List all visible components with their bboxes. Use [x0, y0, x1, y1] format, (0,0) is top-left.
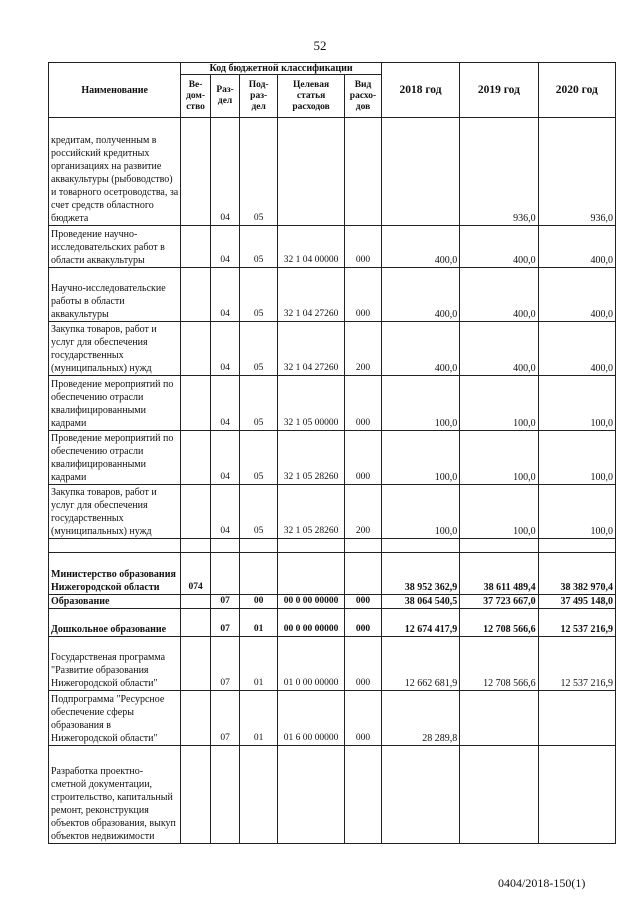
row-name: Проведение научно-исследовательских работ в области аквакультуры [49, 226, 181, 268]
row-vedomstvo: 074 [181, 553, 211, 595]
row-name: кредитам, полученным в российский кредитных организациях на развитие аквакультуры (рыбоводство) и товарного осетроводства, за счет средств областного бюджета [49, 118, 181, 226]
row-vedomstvo [181, 539, 211, 553]
row-target-article [278, 539, 345, 553]
row-target-article: 32 1 04 27260 [278, 322, 345, 376]
row-amount-2020: 400,0 [538, 322, 615, 376]
row-expense-type: 200 [345, 485, 382, 539]
row-razdel: 04 [210, 268, 240, 322]
row-amount-2018: 38 952 362,9 [381, 553, 459, 595]
row-expense-type: 000 [345, 226, 382, 268]
row-target-article: 32 1 05 00000 [278, 376, 345, 431]
row-amount-2019: 100,0 [460, 431, 538, 485]
row-amount-2020: 12 537 216,9 [538, 609, 615, 637]
row-target-article: 00 0 00 00000 [278, 609, 345, 637]
row-amount-2019 [460, 539, 538, 553]
header-razdel: Раз- дел [210, 75, 240, 118]
row-vedomstvo [181, 118, 211, 226]
row-amount-2018: 100,0 [381, 431, 459, 485]
table-row [49, 268, 616, 322]
row-name: Образование [49, 595, 181, 609]
table-row [49, 376, 616, 431]
row-podrazdel [240, 746, 278, 844]
row-podrazdel: 00 [240, 595, 278, 609]
table-row [49, 637, 616, 691]
row-vedomstvo [181, 746, 211, 844]
row-razdel [210, 553, 240, 595]
row-amount-2018: 100,0 [381, 376, 459, 431]
row-amount-2018 [381, 746, 459, 844]
row-vedomstvo [181, 485, 211, 539]
row-expense-type: 200 [345, 322, 382, 376]
table-row [49, 118, 616, 226]
table-row [49, 609, 616, 637]
row-razdel: 04 [210, 485, 240, 539]
row-amount-2020: 100,0 [538, 485, 615, 539]
header-2019: 2019 год [460, 63, 538, 118]
row-expense-type: 000 [345, 268, 382, 322]
row-expense-type [345, 746, 382, 844]
row-amount-2019: 38 611 489,4 [460, 553, 538, 595]
row-name: Подпрограмма "Ресурсное обеспечение сферы образования в Нижегородской области" [49, 691, 181, 746]
row-expense-type: 000 [345, 376, 382, 431]
row-vedomstvo [181, 226, 211, 268]
row-podrazdel: 05 [240, 118, 278, 226]
row-name: Проведение мероприятий по обеспечению отрасли квалифицированными кадрами [49, 376, 181, 431]
row-amount-2019: 37 723 667,0 [460, 595, 538, 609]
row-target-article [278, 553, 345, 595]
row-name: Закупка товаров, работ и услуг для обеспечения государственных (муниципальных) нужд [49, 322, 181, 376]
row-razdel: 04 [210, 322, 240, 376]
row-razdel: 04 [210, 376, 240, 431]
row-amount-2018: 28 289,8 [381, 691, 459, 746]
budget-table [48, 62, 616, 844]
row-target-article: 00 0 00 00000 [278, 595, 345, 609]
row-amount-2019: 100,0 [460, 376, 538, 431]
row-amount-2018: 12 674 417,9 [381, 609, 459, 637]
row-name: Дошкольное образование [49, 609, 181, 637]
table-row [49, 226, 616, 268]
row-amount-2018: 100,0 [381, 485, 459, 539]
table-row [49, 746, 616, 844]
row-vedomstvo [181, 691, 211, 746]
row-vedomstvo [181, 376, 211, 431]
row-vedomstvo [181, 637, 211, 691]
row-podrazdel [240, 553, 278, 595]
row-razdel: 07 [210, 637, 240, 691]
row-target-article: 01 0 00 00000 [278, 637, 345, 691]
row-amount-2020: 100,0 [538, 431, 615, 485]
header-name: Наименование [49, 63, 181, 118]
row-amount-2020 [538, 746, 615, 844]
header-vedomstvo: Ве- дом- ство [181, 75, 211, 118]
row-target-article: 32 1 05 28260 [278, 485, 345, 539]
header-2020: 2020 год [538, 63, 615, 118]
row-amount-2019: 400,0 [460, 226, 538, 268]
row-amount-2019: 12 708 566,6 [460, 637, 538, 691]
row-amount-2020: 37 495 148,0 [538, 595, 615, 609]
row-amount-2020 [538, 539, 615, 553]
row-expense-type [345, 539, 382, 553]
header-2018: 2018 год [381, 63, 459, 118]
row-target-article: 32 1 04 27260 [278, 268, 345, 322]
row-amount-2018: 400,0 [381, 268, 459, 322]
row-vedomstvo [181, 431, 211, 485]
row-target-article: 32 1 05 28260 [278, 431, 345, 485]
row-podrazdel: 01 [240, 691, 278, 746]
row-name: Разработка проектно-сметной документации, строительство, капитальный ремонт, реконструкция объектов образования, выкуп объектов недвижимости [49, 746, 181, 844]
row-amount-2018: 400,0 [381, 226, 459, 268]
row-amount-2020: 400,0 [538, 226, 615, 268]
row-podrazdel: 05 [240, 322, 278, 376]
row-amount-2018: 400,0 [381, 322, 459, 376]
row-razdel: 07 [210, 595, 240, 609]
row-podrazdel: 01 [240, 637, 278, 691]
row-target-article: 32 1 04 00000 [278, 226, 345, 268]
header-podrazdel: Под- раз- дел [240, 75, 278, 118]
table-row [49, 691, 616, 746]
row-amount-2020: 936,0 [538, 118, 615, 226]
row-amount-2020: 38 382 970,4 [538, 553, 615, 595]
row-expense-type: 000 [345, 637, 382, 691]
row-amount-2019: 100,0 [460, 485, 538, 539]
row-razdel: 04 [210, 226, 240, 268]
row-name: Научно-исследовательские работы в области аквакультуры [49, 268, 181, 322]
row-vedomstvo [181, 595, 211, 609]
row-amount-2018: 38 064 540,5 [381, 595, 459, 609]
row-amount-2019: 400,0 [460, 322, 538, 376]
row-vedomstvo [181, 268, 211, 322]
row-amount-2019 [460, 691, 538, 746]
row-expense-type [345, 118, 382, 226]
row-name: Закупка товаров, работ и услуг для обеспечения государственных (муниципальных) нужд [49, 485, 181, 539]
row-razdel: 07 [210, 691, 240, 746]
row-amount-2020: 400,0 [538, 268, 615, 322]
row-name [49, 539, 181, 553]
row-razdel [210, 746, 240, 844]
page-number: 52 [313, 38, 327, 53]
row-amount-2020: 12 537 216,9 [538, 637, 615, 691]
row-amount-2019 [460, 746, 538, 844]
row-amount-2019: 400,0 [460, 268, 538, 322]
table-row [49, 322, 616, 376]
table-row [49, 485, 616, 539]
row-expense-type: 000 [345, 595, 382, 609]
row-podrazdel: 05 [240, 485, 278, 539]
row-podrazdel [240, 539, 278, 553]
row-name: Проведение мероприятий по обеспечению отрасли квалифицированными кадрами [49, 431, 181, 485]
row-razdel [210, 539, 240, 553]
row-amount-2018: 12 662 681,9 [381, 637, 459, 691]
row-razdel: 04 [210, 118, 240, 226]
row-podrazdel: 05 [240, 226, 278, 268]
footer-code: 0404/2018-150(1) [498, 876, 586, 890]
row-name: Государственая программа "Развитие образования Нижегородской области" [49, 637, 181, 691]
row-amount-2020 [538, 691, 615, 746]
row-expense-type [345, 553, 382, 595]
row-podrazdel: 01 [240, 609, 278, 637]
row-amount-2020: 100,0 [538, 376, 615, 431]
table-row [49, 431, 616, 485]
row-target-article [278, 118, 345, 226]
row-amount-2019: 936,0 [460, 118, 538, 226]
row-target-article [278, 746, 345, 844]
row-expense-type: 000 [345, 691, 382, 746]
row-amount-2019: 12 708 566,6 [460, 609, 538, 637]
row-expense-type: 000 [345, 609, 382, 637]
row-podrazdel: 05 [240, 268, 278, 322]
header-vid: Вид расхо- дов [345, 75, 382, 118]
table-row [49, 553, 616, 595]
table-row [49, 539, 616, 553]
header-target: Целевая статья расходов [278, 75, 345, 118]
row-name: Министерство образования Нижегородской области [49, 553, 181, 595]
row-podrazdel: 05 [240, 376, 278, 431]
row-target-article: 01 6 00 00000 [278, 691, 345, 746]
row-amount-2018 [381, 539, 459, 553]
row-expense-type: 000 [345, 431, 382, 485]
row-vedomstvo [181, 322, 211, 376]
row-vedomstvo [181, 609, 211, 637]
table-row [49, 595, 616, 609]
row-razdel: 07 [210, 609, 240, 637]
header-code-group: Код бюджетной классификации [181, 63, 382, 75]
row-amount-2018 [381, 118, 459, 226]
row-podrazdel: 05 [240, 431, 278, 485]
row-razdel: 04 [210, 431, 240, 485]
